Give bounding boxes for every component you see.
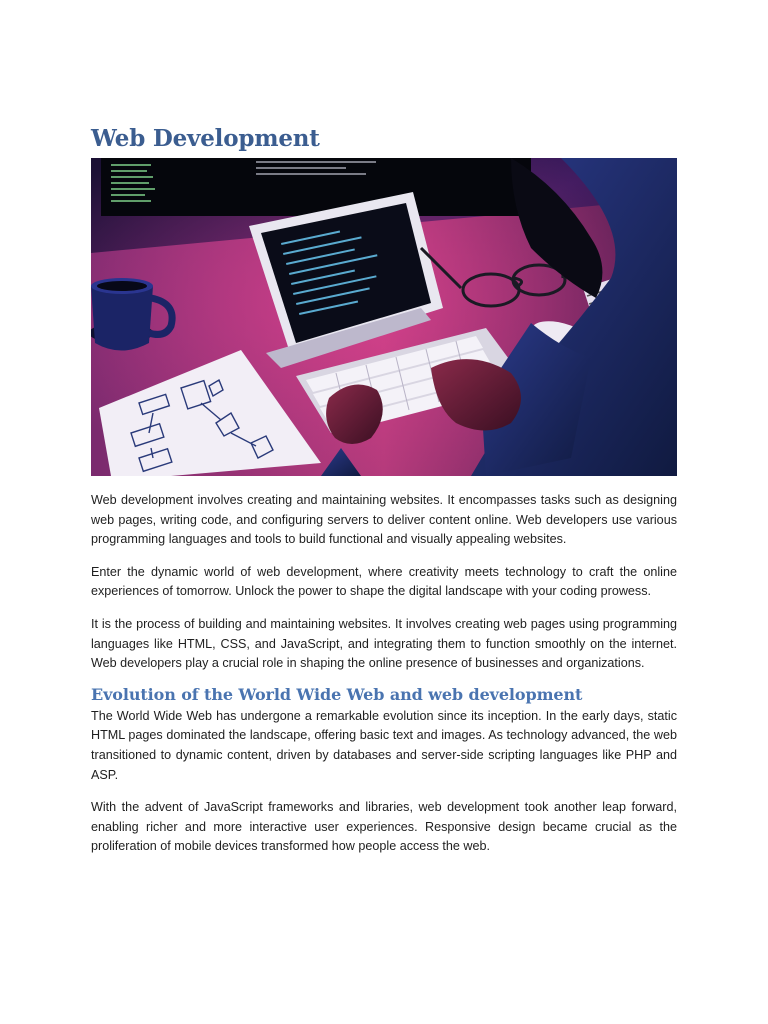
monitor-screen: [101, 158, 531, 216]
intro-paragraph-3: It is the process of building and maintaining websites. It involves creating web pages using programming languages like HTML, CSS, and JavaScript, and integrating them to function smoothly on the internet. Web developers play a crucial role in shaping the online presence of businesses and organizations.: [91, 616, 677, 671]
section-paragraph-2: With the advent of JavaScript frameworks and libraries, web development took another leap forward, enabling richer and more interactive user experiences. Responsive design became crucial as the proliferation of mobile devices transformed how people access the web.: [91, 800, 677, 854]
document-content: [91, 124, 677, 857]
page-title: Web Development: [91, 125, 320, 152]
section-paragraph-1: The World Wide Web has undergone a remarkable evolution since its inception. In the early days, static HTML pages dominated the landscape, offering basic text and images. As technology advanced, the web transitioned to dynamic content, driven by databases and server-side scripting languages like PHP and ASP.: [91, 708, 677, 782]
hero-image: [91, 158, 677, 476]
intro-paragraph-2: Enter the dynamic world of web development, where creativity meets technology to craft the online experiences of tomorrow. Unlock the power to shape the digital landscape with your coding prowess.: [91, 564, 677, 599]
intro-paragraph-1: Web development involves creating and maintaining websites. It encompasses tasks such as designing web pages, writing code, and configuring servers to deliver content online. Web developers use various programming languages and tools to build functional and visually appealing websites.: [91, 493, 677, 547]
section-heading: Evolution of the World Wide Web and web development: [91, 684, 583, 704]
